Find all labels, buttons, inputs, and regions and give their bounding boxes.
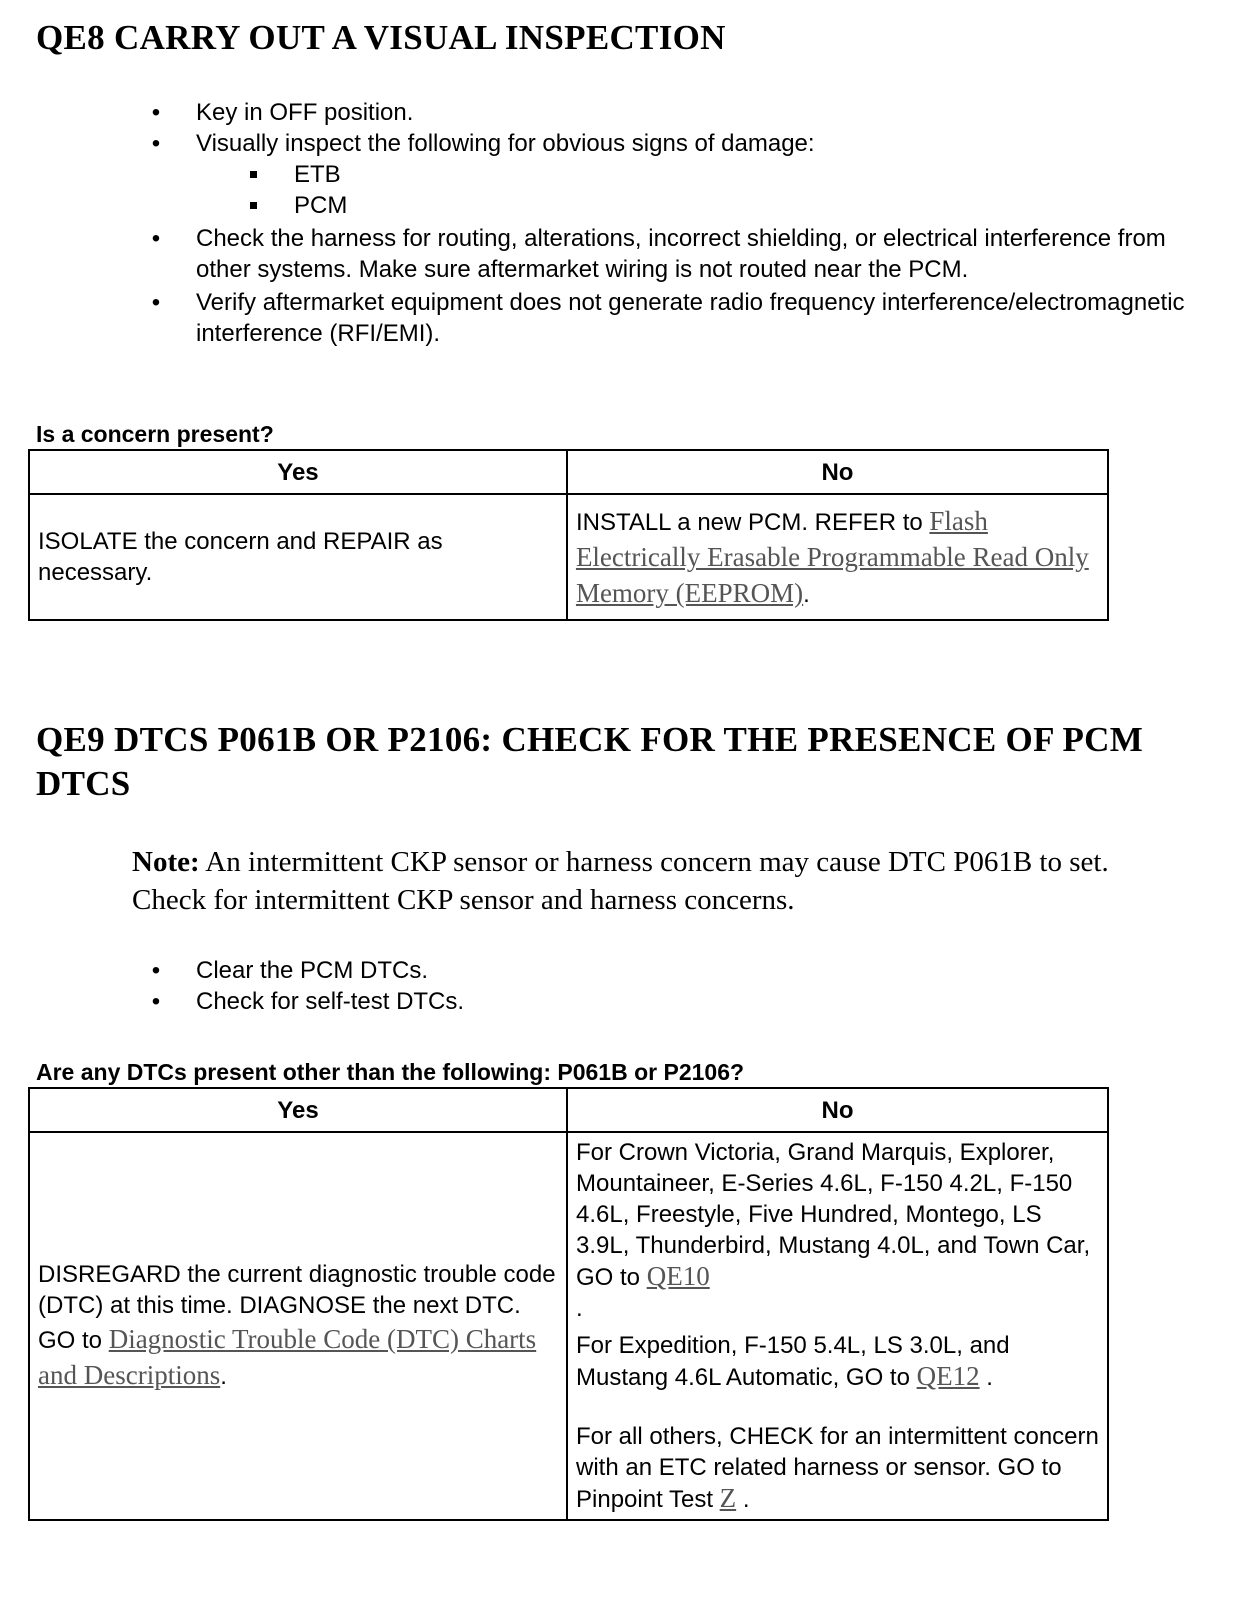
qe8-bullet-list	[151, 97, 1186, 349]
no-header: No	[567, 450, 1108, 494]
qe9-heading: QE9 DTCS P061B OR P2106: CHECK FOR THE PRESENCE OF PCM DTCS	[36, 720, 1144, 803]
qe12-link[interactable]: QE12	[916, 1361, 980, 1391]
qe8-answer-table	[28, 449, 1109, 621]
square-bullet-icon	[250, 202, 257, 209]
note-text: An intermittent CKP sensor or harness concern may cause DTC P061B to set. Check for intermittent CKP sensor and harness concerns.	[132, 846, 1109, 916]
yes-header: Yes	[29, 450, 567, 494]
pinpoint-z-link[interactable]: Z	[719, 1483, 737, 1513]
sub-list-item: PCM	[294, 190, 1186, 221]
bullet-icon: •	[151, 130, 161, 157]
table-header-row	[29, 450, 1108, 494]
no-header: No	[567, 1088, 1108, 1132]
note-label: Note:	[132, 846, 200, 878]
list-item: • Key in OFF position.	[196, 97, 1186, 128]
bullet-icon: •	[151, 99, 161, 126]
list-item: • Verify aftermarket equipment does not generate radio frequency interference/electromagnetic interference (RFI/EMI).	[196, 287, 1186, 349]
yes-header: Yes	[29, 1088, 567, 1132]
no-cell	[567, 1132, 1108, 1520]
sub-list-item: ETB	[294, 159, 1186, 190]
qe9-question: Are any DTCs present other than the following: P061B or P2106?	[36, 1059, 745, 1085]
bullet-icon: •	[151, 225, 161, 252]
table-row	[29, 494, 1108, 620]
bullet-icon: •	[151, 957, 161, 984]
table-header-row	[29, 1088, 1108, 1132]
square-bullet-icon	[250, 171, 257, 178]
yes-cell: DISREGARD the current diagnostic trouble code (DTC) at this time. DIAGNOSE the next DTC. GO to Diagnostic Trouble Code (DTC) Charts and Descriptions.	[29, 1132, 567, 1520]
qe9-note	[132, 843, 1182, 919]
qe10-link[interactable]: QE10	[646, 1261, 710, 1291]
dtc-charts-link[interactable]: Diagnostic Trouble Code (DTC) Charts and Descriptions	[38, 1324, 537, 1390]
list-item: • Visually inspect the following for obvious signs of damage: ETB PCM	[196, 128, 1186, 221]
table-row	[29, 1132, 1108, 1520]
list-item: • Check for self-test DTCs.	[196, 986, 1186, 1017]
bullet-icon: •	[151, 988, 161, 1015]
no-cell: INSTALL a new PCM. REFER to Flash Electrically Erasable Programmable Read Only Memory (EEPROM).	[567, 494, 1108, 620]
no-paragraph-2: For Expedition, F-150 5.4L, LS 3.0L, and Mustang 4.6L Automatic, GO to QE12 .	[576, 1332, 1010, 1391]
no-paragraph-3: For all others, CHECK for an intermittent concern with an ETC related harness or sensor. GO to Pinpoint Test Z .	[576, 1423, 1099, 1513]
yes-cell: ISOLATE the concern and REPAIR as necessary.	[29, 494, 567, 620]
qe8-heading: QE8 CARRY OUT A VISUAL INSPECTION	[36, 18, 726, 57]
qe9-answer-table	[28, 1087, 1109, 1521]
qe8-question: Is a concern present?	[36, 421, 274, 447]
bullet-icon: •	[151, 289, 161, 316]
eeprom-link[interactable]: Flash Electrically Erasable Programmable Read Only Memory (EEPROM)	[575, 506, 1089, 608]
list-item: • Check the harness for routing, alterations, incorrect shielding, or electrical interference from other systems. Make sure aftermarket wiring is not routed near the PCM.	[196, 223, 1186, 285]
list-item: • Clear the PCM DTCs.	[196, 955, 1186, 986]
no-paragraph-1: For Crown Victoria, Grand Marquis, Explorer, Mountaineer, E-Series 4.6L, F-150 4.2L, F-150 4.6L, Freestyle, Five Hundred, Montego, LS 3.9L, Thunderbird, Mustang 4.0L, and Town Car, GO to QE10 .	[576, 1139, 1091, 1322]
qe8-sub-list	[196, 159, 1186, 221]
qe9-bullet-list	[151, 955, 1186, 1017]
